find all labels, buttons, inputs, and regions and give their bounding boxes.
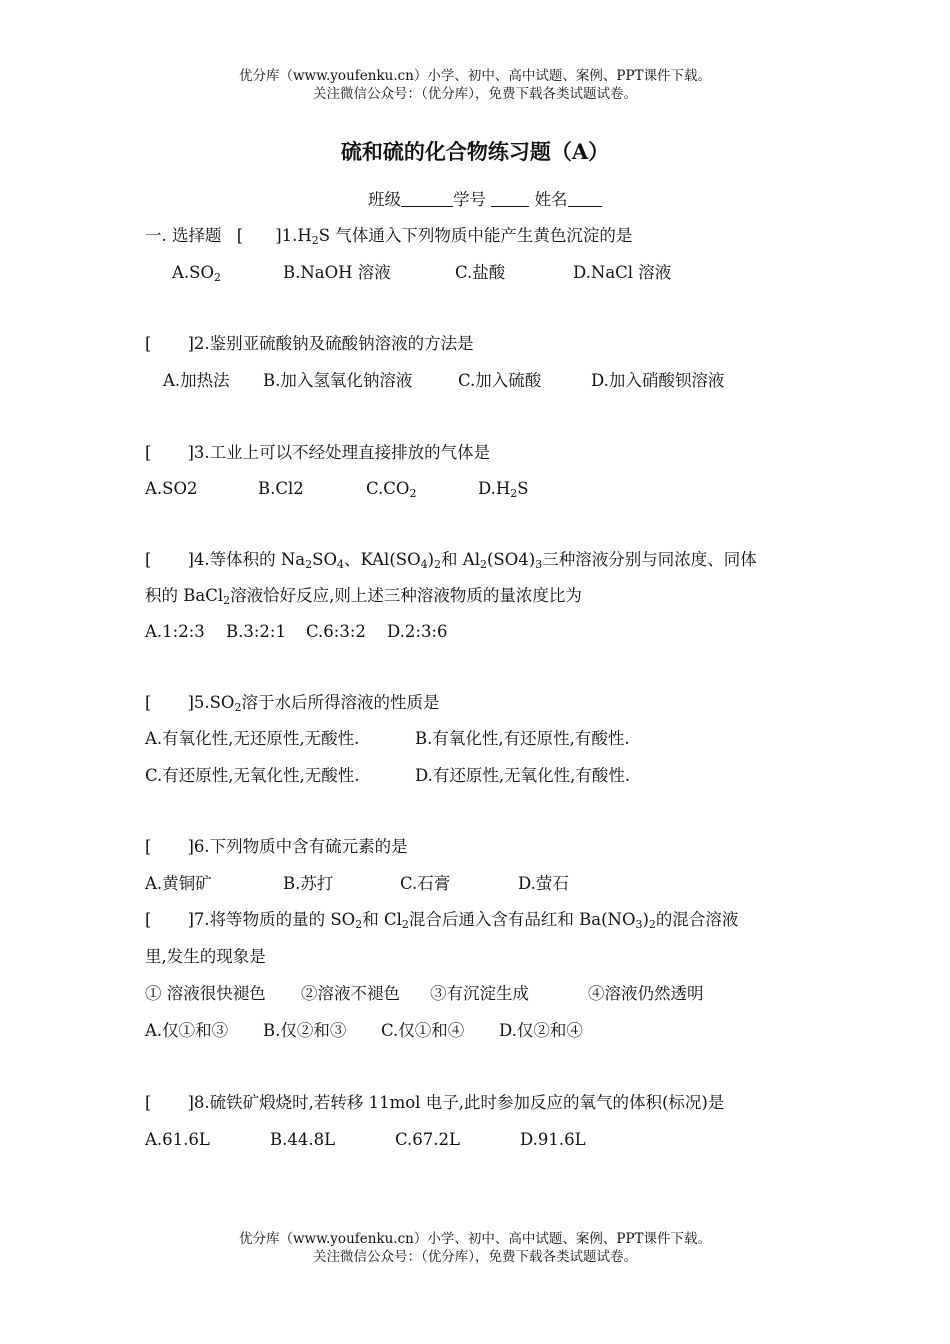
q5-options-row-1: [145, 728, 630, 750]
q6-options: [145, 873, 569, 895]
question-6: [ ]6.下列物质中含有硫元素的是: [145, 837, 408, 856]
option-c: C.6:3:2: [306, 622, 366, 641]
class-label: 班级: [368, 190, 401, 209]
option-c: C.加入硫酸: [458, 371, 542, 390]
option-a: A.61.6L: [145, 1130, 210, 1149]
q2-options: [163, 370, 725, 392]
option-b: B.3:2:1: [226, 622, 286, 641]
q3-options: [145, 478, 529, 500]
class-blank[interactable]: [401, 190, 453, 207]
student-info: [368, 189, 602, 211]
answer-bracket-3[interactable]: [: [145, 443, 152, 462]
question-5: [ ]$5.SO_2$溶于水后所得溶液的性质是: [145, 693, 440, 714]
answer-bracket-2[interactable]: [: [145, 334, 152, 353]
answer-bracket-8[interactable]: [: [145, 1093, 152, 1112]
q1-options: [172, 262, 672, 284]
option-d: D.萤石: [518, 874, 569, 893]
option-c: C.仅①和④: [381, 1021, 465, 1040]
id-label: 学号: [453, 190, 486, 209]
option-a: A.1:2:3: [145, 622, 205, 641]
option-b: B.Cl2: [258, 479, 304, 498]
option-b: B.44.8L: [270, 1130, 336, 1149]
option-c: C.有还原性,无氧化性,无酸性.: [145, 766, 360, 785]
footer-line-2: 关注微信公众号：（优分库），免费下载各类试题试卷。: [313, 1249, 637, 1265]
name-blank[interactable]: [568, 190, 602, 207]
q7-statements: [145, 983, 704, 1005]
option-d: D.91.6L: [520, 1130, 586, 1149]
answer-bracket-1[interactable]: [: [236, 226, 244, 245]
option-d: D.加入硝酸钡溶液: [591, 371, 725, 390]
name-label: 姓名: [534, 190, 568, 209]
answer-bracket-7[interactable]: [: [145, 910, 152, 929]
option-a: $A.SO_2$: [172, 263, 221, 284]
q4-options: [145, 621, 448, 643]
option-b: B.加入氢氧化钠溶液: [263, 371, 413, 390]
footer-line-1: 优分库（www.youfenku.cn）小学、初中、高中试题、案例、PPT课件下载。: [238, 1231, 712, 1247]
header-line-2: 关注微信公众号：（优分库），免费下载各类试题试卷。: [313, 86, 637, 102]
page-footer: [0, 1230, 950, 1266]
option-a: A.仅①和③: [145, 1021, 229, 1040]
statement-1: ① 溶液很快褪色: [145, 984, 266, 1003]
option-d: $D.H_2S$: [478, 479, 529, 500]
q5-options-row-2: [145, 765, 631, 787]
question-7-line-2: 里,发生的现象是: [145, 947, 266, 966]
option-b: B.仅②和③: [263, 1021, 347, 1040]
statement-4: ④溶液仍然透明: [588, 984, 704, 1003]
question-3: [ ]3.工业上可以不经处理直接排放的气体是: [145, 443, 491, 462]
id-blank[interactable]: [491, 190, 529, 207]
statement-3: ③有沉淀生成: [430, 984, 529, 1003]
option-b: B.苏打: [283, 874, 334, 893]
option-d: D.有还原性,无氧化性,有酸性.: [415, 766, 631, 785]
answer-bracket-5[interactable]: [: [145, 693, 152, 712]
page-title: 硫和硫的化合物练习题（A）: [340, 139, 610, 164]
answer-bracket-6[interactable]: [: [145, 837, 152, 856]
option-a: A.加热法: [163, 371, 230, 390]
q7-options: [145, 1020, 583, 1042]
section-label: 一. 选择题: [145, 226, 222, 245]
option-b: B.有氧化性,有还原性,有酸性.: [415, 729, 630, 748]
statement-2: ②溶液不褪色: [301, 984, 400, 1003]
option-c: C.67.2L: [395, 1130, 460, 1149]
question-7: [ ]7.将等物质的量的 $SO_2$和 $Cl_2$混合后通入含有品红和 $Ba(NO_3)_2$的混合溶液: [145, 910, 739, 931]
option-b: B.NaOH 溶液: [283, 263, 391, 282]
header-line-1: 优分库（www.youfenku.cn）小学、初中、高中试题、案例、PPT课件下载。: [238, 68, 712, 84]
question-4-line-2: 积的 BaCl$_2$溶液恰好反应,则上述三种溶液物质的量浓度比为: [145, 586, 582, 607]
question-2: [ ]2.鉴别亚硫酸钠及硫酸钠溶液的方法是: [145, 334, 474, 353]
option-a: A.黄铜矿: [145, 874, 212, 893]
option-c: C.盐酸: [455, 263, 506, 282]
answer-bracket-4[interactable]: [: [145, 550, 152, 569]
option-d: D.NaCl 溶液: [573, 263, 672, 282]
q8-options: [145, 1129, 586, 1151]
option-d: D.2:3:6: [387, 622, 448, 641]
question-4: [ ]4.等体积的 $Na_2SO_4$、$KAl(SO_4)_2$和 $Al_2(SO4)_3$三种溶液分别与同浓度、同体: [145, 550, 757, 571]
option-c: C.石膏: [400, 874, 451, 893]
option-d: D.仅②和④: [499, 1021, 583, 1040]
option-a: A.有氧化性,无还原性,无酸性.: [145, 729, 360, 748]
question-1: 一. 选择题 [ ]$1.H_2S$ 气体通入下列物质中能产生黄色沉淀的是: [145, 226, 633, 247]
page-header: [0, 67, 950, 103]
option-a: A.SO2: [145, 479, 198, 498]
option-c: $C.CO_2$: [366, 479, 417, 500]
question-8: [ ]8.硫铁矿煅烧时,若转移 11mol 电子,此时参加反应的氧气的体积(标况)是: [145, 1093, 725, 1112]
